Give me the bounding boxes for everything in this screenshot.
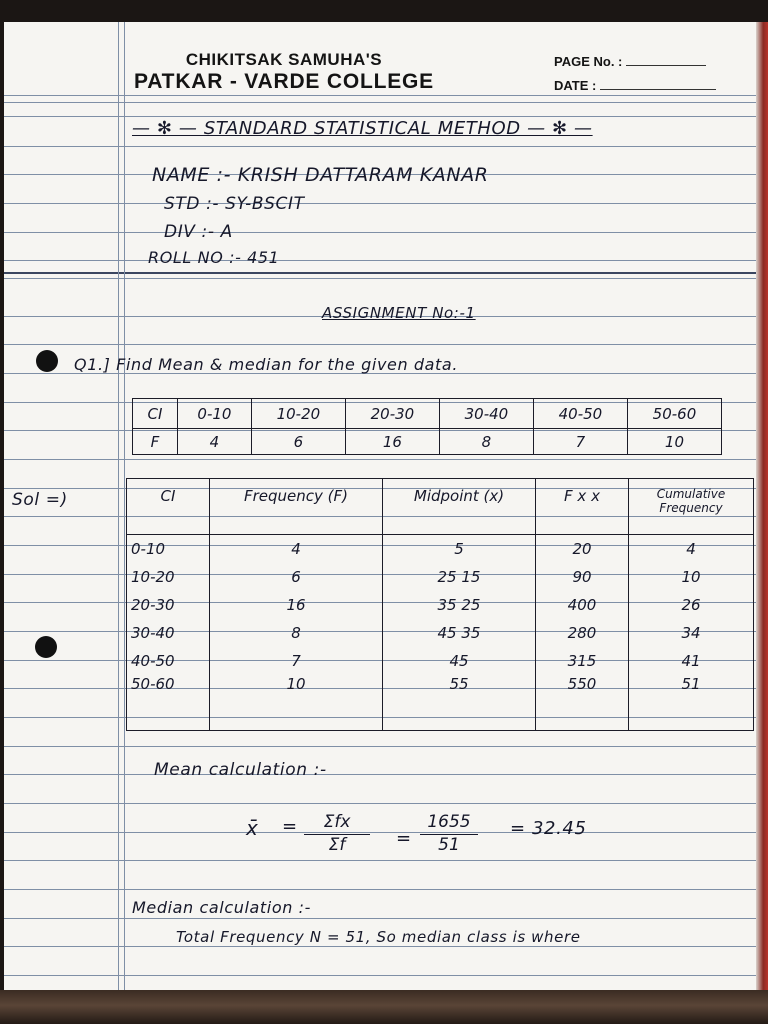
page-number-label: PAGE No. : xyxy=(554,54,623,69)
page-number-field xyxy=(554,54,706,69)
column-header: Midpoint (x) xyxy=(383,479,536,535)
frequency-cell: 6 xyxy=(210,563,383,591)
mean-fraction-sigma xyxy=(304,812,370,855)
frequency-cell: 4 xyxy=(210,535,383,563)
frequency-cell: 8 xyxy=(210,619,383,647)
frequency-cell: 8 xyxy=(439,429,533,455)
interval-cell: 30-40 xyxy=(439,399,533,429)
table-row xyxy=(127,563,754,591)
fx-cell: 400 xyxy=(536,591,629,619)
midpoint-cell: 55 xyxy=(383,675,536,731)
denominator: 51 xyxy=(438,835,460,855)
question-text: Q1.] Find Mean & median for the given data. xyxy=(74,355,459,374)
cumulative-cell: 10 xyxy=(629,563,754,591)
ci-label-cell: CI xyxy=(133,399,178,429)
f-label-cell: F xyxy=(133,429,178,455)
solution-table xyxy=(126,478,754,731)
numerator: Σfx xyxy=(323,812,351,832)
college-name: PATKAR - VARDE COLLEGE xyxy=(134,70,434,93)
frequency-cell: 16 xyxy=(210,591,383,619)
interval-cell: 40-50 xyxy=(533,399,627,429)
ci-cell: 0-10 xyxy=(127,535,210,563)
ci-cell: 10-20 xyxy=(127,563,210,591)
midpoint-cell: 25 15 xyxy=(383,563,536,591)
frequency-cell: 10 xyxy=(627,429,721,455)
given-data-table xyxy=(132,398,722,455)
midpoint-cell: 35 25 xyxy=(383,591,536,619)
interval-cell: 0-10 xyxy=(178,399,252,429)
frequency-cell: 6 xyxy=(251,429,345,455)
midpoint-cell: 5 xyxy=(383,535,536,563)
fx-cell: 90 xyxy=(536,563,629,591)
ci-cell: 50-60 xyxy=(127,675,210,731)
median-heading: Median calculation :- xyxy=(132,898,312,917)
ci-cell: 20-30 xyxy=(127,591,210,619)
student-div: DIV :- A xyxy=(164,222,233,242)
column-header: F x x xyxy=(536,479,629,535)
cumulative-cell: 51 xyxy=(629,675,754,731)
table-row xyxy=(127,535,754,563)
frequency-cell: 7 xyxy=(533,429,627,455)
student-name: NAME :- KRISH DATTARAM KANAR xyxy=(152,164,489,186)
fx-cell: 315 xyxy=(536,647,629,675)
frequency-cell: 4 xyxy=(178,429,252,455)
interval-cell: 20-30 xyxy=(345,399,439,429)
midpoint-cell: 45 35 xyxy=(383,619,536,647)
frequency-cell: 10 xyxy=(210,675,383,731)
midpoint-cell: 45 xyxy=(383,647,536,675)
equals-sign: = xyxy=(282,816,298,837)
mean-heading: Mean calculation :- xyxy=(154,760,327,780)
frequency-cell: 16 xyxy=(345,429,439,455)
table-row xyxy=(127,619,754,647)
cumulative-cell: 4 xyxy=(629,535,754,563)
mean-fraction-values xyxy=(420,812,478,855)
interval-cell: 50-60 xyxy=(627,399,721,429)
ci-cell: 40-50 xyxy=(127,647,210,675)
mean-result: = 32.45 xyxy=(510,818,587,839)
college-trust-name: CHIKITSAK SAMUHA'S xyxy=(185,50,383,69)
date-field xyxy=(554,78,716,93)
column-header: CI xyxy=(127,479,210,535)
table-row xyxy=(127,675,754,731)
date-label: DATE : xyxy=(554,78,597,93)
desk-surface xyxy=(0,990,768,1024)
cumulative-cell: 34 xyxy=(629,619,754,647)
median-text: Total Frequency N = 51, So median class is where xyxy=(176,928,581,946)
frequency-cell: 7 xyxy=(210,647,383,675)
solution-label: Sol =) xyxy=(12,490,68,510)
equals-sign: = xyxy=(396,828,412,849)
mean-symbol: x̄ xyxy=(246,816,259,840)
page-edge-binding xyxy=(756,22,768,990)
column-header: Frequency (F) xyxy=(210,479,383,535)
assignment-title: ASSIGNMENT No:-1 xyxy=(322,304,476,322)
column-header: Cumulative Frequency xyxy=(629,479,754,535)
sheet-title: — ✻ — STANDARD STATISTICAL METHOD — ✻ — xyxy=(132,118,593,139)
table-row xyxy=(127,647,754,675)
table-row xyxy=(127,591,754,619)
fx-cell: 20 xyxy=(536,535,629,563)
punch-hole xyxy=(35,636,57,658)
notebook-page xyxy=(4,22,756,990)
interval-cell: 10-20 xyxy=(251,399,345,429)
ci-cell: 30-40 xyxy=(127,619,210,647)
cumulative-cell: 41 xyxy=(629,647,754,675)
numerator: 1655 xyxy=(427,812,471,832)
student-roll: ROLL NO :- 451 xyxy=(148,248,280,267)
cumulative-cell: 26 xyxy=(629,591,754,619)
fx-cell: 280 xyxy=(536,619,629,647)
student-std: STD :- SY-BSCIT xyxy=(164,194,305,214)
fx-cell: 550 xyxy=(536,675,629,731)
punch-hole xyxy=(36,350,58,372)
denominator: Σf xyxy=(328,835,346,855)
